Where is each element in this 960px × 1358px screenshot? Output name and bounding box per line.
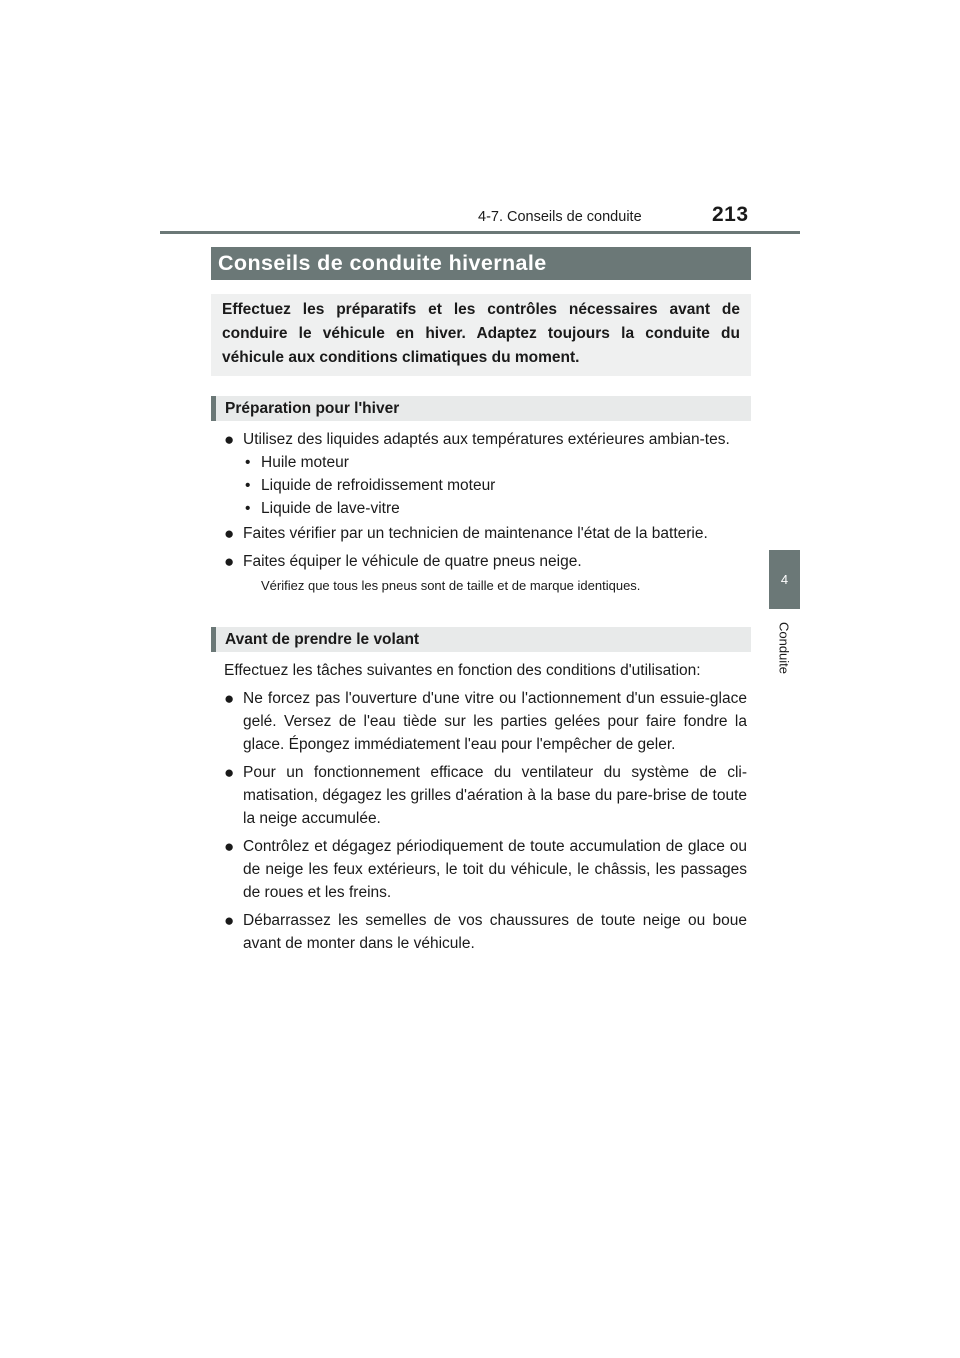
list-item (224, 835, 747, 904)
section-heading-winter-prep: Préparation pour l'hiver (211, 396, 751, 421)
list-item-text: Ne forcez pas l'ouverture d'une vitre ou l'actionnement d'un essuie-glace gelé. Versez de l'eau tiède sur les parties gelées pour faire fondre la glace. Épongez immédiatement l'eau pour l'empêcher de geler. (243, 690, 747, 753)
sub-bullet-icon: • (245, 500, 251, 517)
list-item-text: Contrôlez et dégagez périodiquement de toute accumulation de glace ou de neige les feux extérieurs, le toit du véhicule, le châssis, les passages de roues et les freins. (243, 838, 747, 901)
list-item (224, 687, 747, 756)
chapter-tab (769, 550, 800, 609)
winter-prep-content (224, 428, 747, 596)
list-item (224, 428, 747, 451)
sub-bullet-icon: • (245, 454, 251, 471)
section-intro: Effectuez les tâches suivantes en fonction des conditions d'utilisation: (224, 662, 701, 679)
bullet-icon: ● (224, 763, 235, 782)
bullet-icon: ● (224, 689, 235, 708)
sub-list-item-text: Liquide de lave-vitre (261, 500, 400, 517)
list-item (224, 761, 747, 830)
sub-list-item-text: Liquide de refroidissement moteur (261, 477, 496, 494)
list-item-text: Faites équiper le véhicule de quatre pneus neige. (243, 553, 582, 570)
list-item (224, 522, 747, 545)
sub-bullet-icon: • (245, 477, 251, 494)
list-item (224, 909, 747, 955)
section-reference: 4-7. Conseils de conduite (478, 209, 642, 225)
bullet-icon: ● (224, 524, 235, 543)
list-item-text: Débarrassez les semelles de vos chaussures de toute neige ou boue avant de monter dans le véhicule. (243, 912, 747, 952)
sub-list-item-text: Huile moteur (261, 454, 349, 471)
intro-box: Effectuez les préparatifs et les contrôles nécessaires avant de conduire le véhicule en hiver. Adaptez toujours la conduite du véhicule aux conditions climatiques du moment. (211, 294, 751, 376)
bullet-icon: ● (224, 430, 235, 449)
before-driving-content (224, 659, 747, 960)
list-item-text: Utilisez des liquides adaptés aux températures extérieures ambian-tes. (243, 431, 730, 448)
header-rule (160, 231, 800, 234)
list-item (224, 550, 747, 573)
bullet-icon: ● (224, 837, 235, 856)
tire-note: Vérifiez que tous les pneus sont de taille et de marque identiques. (261, 578, 641, 593)
page-title: Conseils de conduite hivernale (211, 247, 751, 280)
bullet-icon: ● (224, 911, 235, 930)
sub-list-item (224, 451, 747, 474)
sub-list-item (224, 497, 747, 520)
list-item-text: Pour un fonctionnement efficace du ventilateur du système de cli-matisation, dégagez les grilles d'aération à la base du pare-brise de toute la neige accumulée. (243, 764, 747, 827)
sub-list-item (224, 474, 747, 497)
page-number: 213 (712, 203, 749, 226)
section-heading-before-driving: Avant de prendre le volant (211, 627, 751, 652)
chapter-number: 4 (780, 572, 789, 587)
bullet-icon: ● (224, 552, 235, 571)
list-item-text: Faites vérifier par un technicien de maintenance l'état de la batterie. (243, 525, 708, 542)
chapter-label: Conduite (776, 621, 792, 675)
